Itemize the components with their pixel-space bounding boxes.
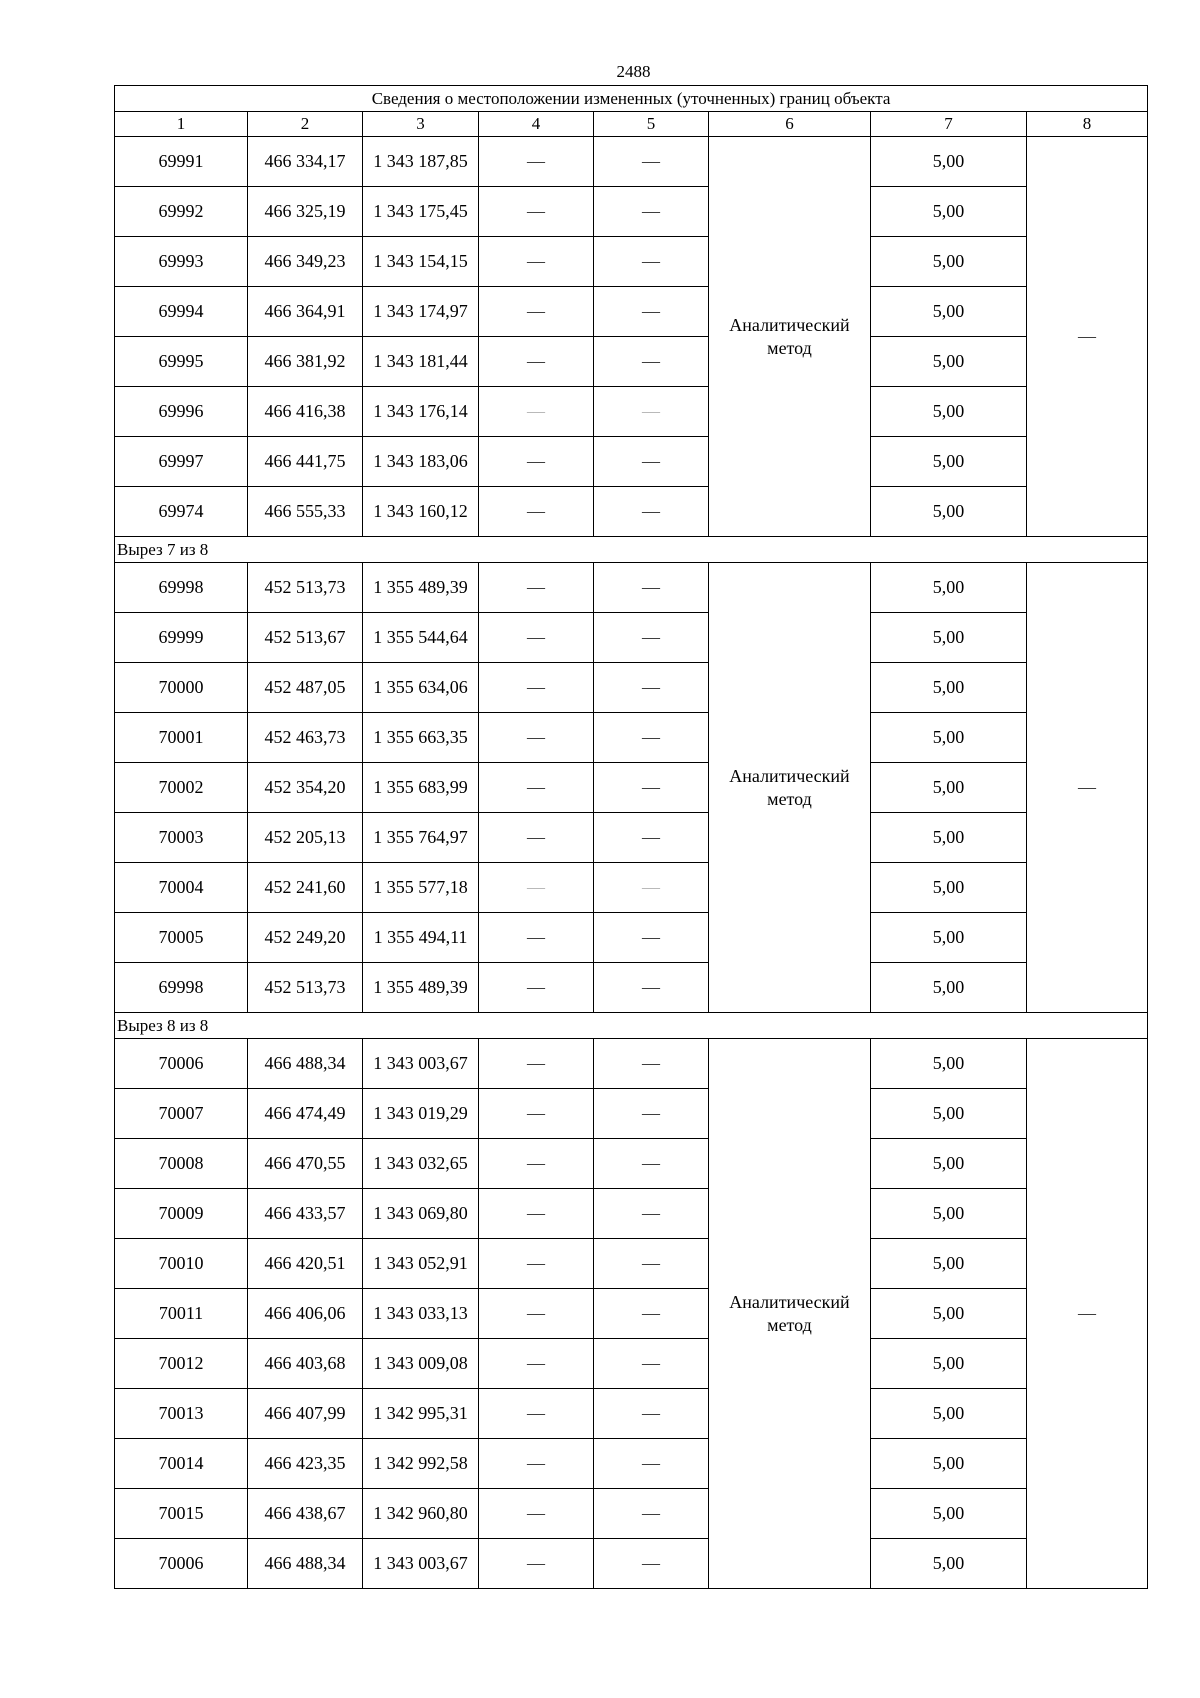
y-coordinate-cell: 1 342 992,58 <box>363 1439 479 1489</box>
method-cell: Аналитический метод <box>709 1039 871 1589</box>
column-7-cell: 5,00 <box>871 1039 1027 1089</box>
y-coordinate-cell: 1 355 577,18 <box>363 863 479 913</box>
column-5-cell: — <box>594 1039 709 1089</box>
y-coordinate-cell: 1 355 764,97 <box>363 813 479 863</box>
column-4-cell: — <box>479 963 594 1013</box>
column-number: 6 <box>709 112 871 137</box>
x-coordinate-cell: 466 488,34 <box>248 1039 363 1089</box>
column-7-cell: 5,00 <box>871 1389 1027 1439</box>
column-4-cell: — <box>479 813 594 863</box>
table-row <box>115 1539 1148 1589</box>
x-coordinate-cell: 466 334,17 <box>248 137 363 187</box>
column-7-cell: 5,00 <box>871 1089 1027 1139</box>
column-4-cell: — <box>479 1239 594 1289</box>
point-number-cell: 69991 <box>115 137 248 187</box>
column-5-cell: — <box>594 437 709 487</box>
column-number: 5 <box>594 112 709 137</box>
point-number-cell: 70004 <box>115 863 248 913</box>
table-row <box>115 1139 1148 1189</box>
y-coordinate-cell: 1 342 995,31 <box>363 1389 479 1439</box>
y-coordinate-cell: 1 342 960,80 <box>363 1489 479 1539</box>
point-number-cell: 70002 <box>115 763 248 813</box>
column-4-cell: — <box>479 1389 594 1439</box>
point-number-cell: 70006 <box>115 1539 248 1589</box>
column-7-cell: 5,00 <box>871 1289 1027 1339</box>
column-5-cell: — <box>594 287 709 337</box>
table-row <box>115 1489 1148 1539</box>
column-number-row <box>115 112 1148 137</box>
table-row <box>115 1239 1148 1289</box>
point-number-cell: 69993 <box>115 237 248 287</box>
x-coordinate-cell: 452 513,73 <box>248 963 363 1013</box>
point-number-cell: 69998 <box>115 563 248 613</box>
x-coordinate-cell: 452 513,73 <box>248 563 363 613</box>
column-7-cell: 5,00 <box>871 487 1027 537</box>
table-title: Сведения о местоположении измененных (уточненных) границ объекта <box>115 86 1148 112</box>
table-row <box>115 1439 1148 1489</box>
column-5-cell: — <box>594 1189 709 1239</box>
method-cell: Аналитический метод <box>709 137 871 537</box>
x-coordinate-cell: 452 513,67 <box>248 613 363 663</box>
table-row <box>115 337 1148 387</box>
y-coordinate-cell: 1 343 181,44 <box>363 337 479 387</box>
section-label: Вырез 8 из 8 <box>115 1013 1148 1039</box>
table-title-row <box>115 86 1148 112</box>
column-5-cell: — <box>594 1339 709 1389</box>
column-5-cell: — <box>594 387 709 437</box>
y-coordinate-cell: 1 343 003,67 <box>363 1039 479 1089</box>
table-row <box>115 713 1148 763</box>
y-coordinate-cell: 1 355 663,35 <box>363 713 479 763</box>
column-7-cell: 5,00 <box>871 437 1027 487</box>
x-coordinate-cell: 452 463,73 <box>248 713 363 763</box>
column-7-cell: 5,00 <box>871 237 1027 287</box>
x-coordinate-cell: 466 407,99 <box>248 1389 363 1439</box>
column-number: 1 <box>115 112 248 137</box>
table-row <box>115 663 1148 713</box>
column-5-cell: — <box>594 713 709 763</box>
point-number-cell: 70010 <box>115 1239 248 1289</box>
table-row <box>115 863 1148 913</box>
column-7-cell: 5,00 <box>871 1539 1027 1589</box>
column-8-cell: — <box>1027 137 1148 537</box>
x-coordinate-cell: 466 470,55 <box>248 1139 363 1189</box>
column-8-cell: — <box>1027 1039 1148 1589</box>
point-number-cell: 70013 <box>115 1389 248 1439</box>
table-row <box>115 763 1148 813</box>
y-coordinate-cell: 1 355 634,06 <box>363 663 479 713</box>
table-row <box>115 387 1148 437</box>
column-5-cell: — <box>594 337 709 387</box>
section-label: Вырез 7 из 8 <box>115 537 1148 563</box>
column-number: 2 <box>248 112 363 137</box>
column-4-cell: — <box>479 487 594 537</box>
x-coordinate-cell: 452 205,13 <box>248 813 363 863</box>
y-coordinate-cell: 1 343 187,85 <box>363 137 479 187</box>
x-coordinate-cell: 452 241,60 <box>248 863 363 913</box>
y-coordinate-cell: 1 343 174,97 <box>363 287 479 337</box>
section-row <box>115 537 1148 563</box>
section-row <box>115 1013 1148 1039</box>
table-row <box>115 813 1148 863</box>
x-coordinate-cell: 466 381,92 <box>248 337 363 387</box>
table-row <box>115 1189 1148 1239</box>
table-row <box>115 963 1148 1013</box>
column-4-cell: — <box>479 287 594 337</box>
x-coordinate-cell: 452 487,05 <box>248 663 363 713</box>
x-coordinate-cell: 466 488,34 <box>248 1539 363 1589</box>
point-number-cell: 69997 <box>115 437 248 487</box>
column-5-cell: — <box>594 763 709 813</box>
column-7-cell: 5,00 <box>871 963 1027 1013</box>
column-5-cell: — <box>594 237 709 287</box>
point-number-cell: 70005 <box>115 913 248 963</box>
column-7-cell: 5,00 <box>871 1239 1027 1289</box>
table-row <box>115 187 1148 237</box>
y-coordinate-cell: 1 355 489,39 <box>363 563 479 613</box>
column-4-cell: — <box>479 1539 594 1589</box>
table-row <box>115 437 1148 487</box>
column-7-cell: 5,00 <box>871 287 1027 337</box>
y-coordinate-cell: 1 355 683,99 <box>363 763 479 813</box>
column-7-cell: 5,00 <box>871 387 1027 437</box>
point-number-cell: 70014 <box>115 1439 248 1489</box>
column-5-cell: — <box>594 963 709 1013</box>
x-coordinate-cell: 466 406,06 <box>248 1289 363 1339</box>
table-row <box>115 1389 1148 1439</box>
column-4-cell: — <box>479 713 594 763</box>
column-4-cell: — <box>479 563 594 613</box>
point-number-cell: 70009 <box>115 1189 248 1239</box>
y-coordinate-cell: 1 343 052,91 <box>363 1239 479 1289</box>
x-coordinate-cell: 466 441,75 <box>248 437 363 487</box>
x-coordinate-cell: 466 364,91 <box>248 287 363 337</box>
column-7-cell: 5,00 <box>871 663 1027 713</box>
table-row <box>115 1289 1148 1339</box>
x-coordinate-cell: 466 416,38 <box>248 387 363 437</box>
column-4-cell: — <box>479 1289 594 1339</box>
column-4-cell: — <box>479 337 594 387</box>
column-4-cell: — <box>479 1489 594 1539</box>
column-5-cell: — <box>594 1439 709 1489</box>
column-4-cell: — <box>479 613 594 663</box>
column-number: 3 <box>363 112 479 137</box>
column-5-cell: — <box>594 1539 709 1589</box>
y-coordinate-cell: 1 343 003,67 <box>363 1539 479 1589</box>
column-5-cell: — <box>594 1089 709 1139</box>
column-4-cell: — <box>479 663 594 713</box>
table-row <box>115 1339 1148 1389</box>
page-number: 2488 <box>616 62 651 81</box>
point-number-cell: 69999 <box>115 613 248 663</box>
column-8-cell: — <box>1027 563 1148 1013</box>
point-number-cell: 70015 <box>115 1489 248 1539</box>
y-coordinate-cell: 1 355 494,11 <box>363 913 479 963</box>
column-7-cell: 5,00 <box>871 863 1027 913</box>
column-4-cell: — <box>479 1089 594 1139</box>
column-5-cell: — <box>594 863 709 913</box>
point-number-cell: 69974 <box>115 487 248 537</box>
y-coordinate-cell: 1 343 183,06 <box>363 437 479 487</box>
column-7-cell: 5,00 <box>871 1339 1027 1389</box>
point-number-cell: 69994 <box>115 287 248 337</box>
x-coordinate-cell: 466 474,49 <box>248 1089 363 1139</box>
y-coordinate-cell: 1 343 019,29 <box>363 1089 479 1139</box>
table-row <box>115 237 1148 287</box>
column-5-cell: — <box>594 137 709 187</box>
column-4-cell: — <box>479 1039 594 1089</box>
x-coordinate-cell: 466 438,67 <box>248 1489 363 1539</box>
x-coordinate-cell: 466 433,57 <box>248 1189 363 1239</box>
point-number-cell: 69992 <box>115 187 248 237</box>
column-5-cell: — <box>594 1239 709 1289</box>
column-5-cell: — <box>594 913 709 963</box>
column-7-cell: 5,00 <box>871 1189 1027 1239</box>
table-body <box>115 86 1148 1589</box>
column-7-cell: 5,00 <box>871 613 1027 663</box>
table-row <box>115 613 1148 663</box>
x-coordinate-cell: 466 555,33 <box>248 487 363 537</box>
y-coordinate-cell: 1 355 489,39 <box>363 963 479 1013</box>
y-coordinate-cell: 1 343 160,12 <box>363 487 479 537</box>
column-4-cell: — <box>479 387 594 437</box>
table-row <box>115 487 1148 537</box>
point-number-cell: 70008 <box>115 1139 248 1189</box>
table-row <box>115 1089 1148 1139</box>
x-coordinate-cell: 466 349,23 <box>248 237 363 287</box>
column-4-cell: — <box>479 437 594 487</box>
column-7-cell: 5,00 <box>871 1439 1027 1489</box>
column-4-cell: — <box>479 1189 594 1239</box>
point-number-cell: 70012 <box>115 1339 248 1389</box>
x-coordinate-cell: 452 354,20 <box>248 763 363 813</box>
table-row <box>115 563 1148 613</box>
column-7-cell: 5,00 <box>871 337 1027 387</box>
column-4-cell: — <box>479 1439 594 1489</box>
column-7-cell: 5,00 <box>871 763 1027 813</box>
x-coordinate-cell: 466 420,51 <box>248 1239 363 1289</box>
column-number: 8 <box>1027 112 1148 137</box>
point-number-cell: 70001 <box>115 713 248 763</box>
y-coordinate-cell: 1 343 032,65 <box>363 1139 479 1189</box>
point-number-cell: 69998 <box>115 963 248 1013</box>
column-7-cell: 5,00 <box>871 137 1027 187</box>
method-cell: Аналитический метод <box>709 563 871 1013</box>
column-5-cell: — <box>594 1139 709 1189</box>
column-5-cell: — <box>594 813 709 863</box>
table-row <box>115 1039 1148 1089</box>
column-7-cell: 5,00 <box>871 913 1027 963</box>
column-5-cell: — <box>594 1489 709 1539</box>
column-5-cell: — <box>594 1389 709 1439</box>
x-coordinate-cell: 466 403,68 <box>248 1339 363 1389</box>
point-number-cell: 70006 <box>115 1039 248 1089</box>
column-5-cell: — <box>594 613 709 663</box>
column-4-cell: — <box>479 1139 594 1189</box>
column-7-cell: 5,00 <box>871 563 1027 613</box>
column-4-cell: — <box>479 237 594 287</box>
column-5-cell: — <box>594 563 709 613</box>
column-4-cell: — <box>479 763 594 813</box>
column-number: 4 <box>479 112 594 137</box>
point-number-cell: 69996 <box>115 387 248 437</box>
column-7-cell: 5,00 <box>871 813 1027 863</box>
column-4-cell: — <box>479 137 594 187</box>
x-coordinate-cell: 466 325,19 <box>248 187 363 237</box>
y-coordinate-cell: 1 343 033,13 <box>363 1289 479 1339</box>
y-coordinate-cell: 1 343 154,15 <box>363 237 479 287</box>
y-coordinate-cell: 1 343 175,45 <box>363 187 479 237</box>
point-number-cell: 70000 <box>115 663 248 713</box>
column-number: 7 <box>871 112 1027 137</box>
column-4-cell: — <box>479 187 594 237</box>
table-row <box>115 913 1148 963</box>
column-5-cell: — <box>594 187 709 237</box>
table-row <box>115 287 1148 337</box>
table-row <box>115 137 1148 187</box>
column-5-cell: — <box>594 487 709 537</box>
column-7-cell: 5,00 <box>871 1489 1027 1539</box>
column-5-cell: — <box>594 663 709 713</box>
x-coordinate-cell: 466 423,35 <box>248 1439 363 1489</box>
column-7-cell: 5,00 <box>871 1139 1027 1189</box>
y-coordinate-cell: 1 343 069,80 <box>363 1189 479 1239</box>
column-7-cell: 5,00 <box>871 187 1027 237</box>
boundary-coordinates-table <box>114 85 1148 1589</box>
point-number-cell: 70003 <box>115 813 248 863</box>
y-coordinate-cell: 1 343 009,08 <box>363 1339 479 1389</box>
x-coordinate-cell: 452 249,20 <box>248 913 363 963</box>
column-5-cell: — <box>594 1289 709 1339</box>
column-4-cell: — <box>479 913 594 963</box>
column-4-cell: — <box>479 863 594 913</box>
point-number-cell: 69995 <box>115 337 248 387</box>
point-number-cell: 70007 <box>115 1089 248 1139</box>
y-coordinate-cell: 1 343 176,14 <box>363 387 479 437</box>
point-number-cell: 70011 <box>115 1289 248 1339</box>
column-4-cell: — <box>479 1339 594 1389</box>
y-coordinate-cell: 1 355 544,64 <box>363 613 479 663</box>
column-7-cell: 5,00 <box>871 713 1027 763</box>
